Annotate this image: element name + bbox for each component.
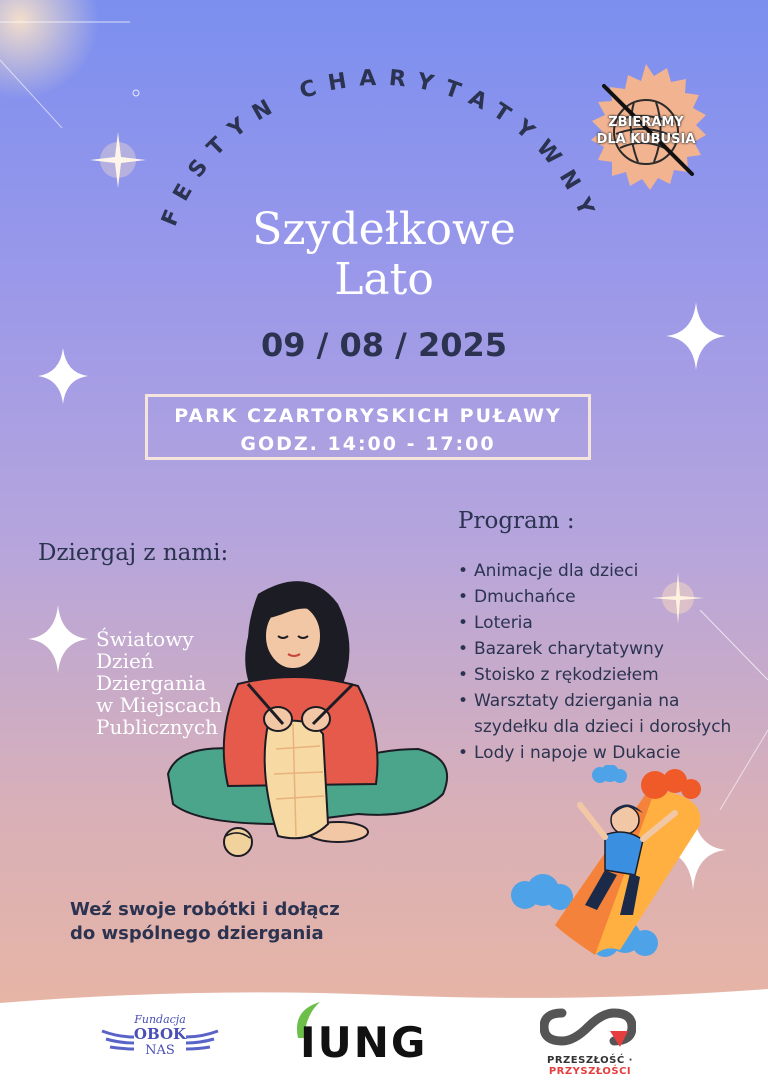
list-item: • Animacje dla dzieci <box>458 558 758 584</box>
infinity-arrows-icon <box>540 1005 636 1049</box>
main-title <box>184 205 584 305</box>
festival-arc-text: FESTYN CHARYTATYWNY <box>157 65 603 230</box>
title-line-2: Lato <box>334 254 434 305</box>
footer <box>0 985 768 1086</box>
event-name <box>96 628 296 738</box>
logo3-caption <box>510 1055 670 1077</box>
badge-line-2: DLA KUBUSIA <box>596 132 696 147</box>
list-item: • Loteria <box>458 610 758 636</box>
venue-line-1: PARK CZARTORYSKICH PUŁAWY <box>174 405 562 427</box>
join-text <box>70 898 430 946</box>
title-line-1: Szydełkowe <box>252 204 516 255</box>
venue-line-2: GODZ. 14:00 - 17:00 <box>240 433 496 455</box>
event-date: 09 / 08 / 2025 <box>260 326 508 364</box>
kid-slide-illustration <box>505 765 705 965</box>
logo3-part-1: PRZESZŁOŚĆ · <box>547 1055 633 1066</box>
logo2-text: IUNG <box>300 1018 428 1067</box>
event-line: Dziergania <box>96 671 207 695</box>
list-item: • Warsztaty dziergania na szydełku dla dzieci i dorosłych <box>458 688 758 740</box>
event-line: Dzień <box>96 649 154 673</box>
event-line: w Miejscach <box>96 693 222 717</box>
logo-przeszlosc-przyszlosci <box>510 1005 670 1075</box>
join-line-1: Weź swoje robótki i dołącz <box>70 899 340 920</box>
logo1-line-3: NAS <box>145 1043 175 1058</box>
list-item: • Lody i napoje w Dukacie <box>458 740 758 766</box>
venue-box <box>145 394 591 460</box>
event-line: Publicznych <box>96 715 218 739</box>
program-heading: Program : <box>458 508 575 534</box>
join-line-2: do wspólnego dziergania <box>70 923 324 944</box>
sparkle-icon <box>38 348 88 404</box>
logo1-line-1: Fundacja <box>134 1013 186 1026</box>
logo3-part-2: PRZYSZŁOŚCI <box>548 1066 632 1077</box>
sparkle-icon <box>28 605 88 673</box>
event-line: Światowy <box>96 627 194 651</box>
logo-iung <box>292 1000 462 1070</box>
logo1-line-2: OBOK <box>133 1025 187 1043</box>
list-item: • Dmuchańce <box>458 584 758 610</box>
list-item: • Bazarek charytatywny <box>458 636 758 662</box>
knit-heading: Dziergaj z nami: <box>38 540 229 566</box>
logo-fundacja-obok-nas <box>98 1013 222 1063</box>
list-item: • Stoisko z rękodziełem <box>458 662 758 688</box>
badge-line-1: ZBIERAMY <box>608 115 684 130</box>
program-list <box>458 558 758 766</box>
